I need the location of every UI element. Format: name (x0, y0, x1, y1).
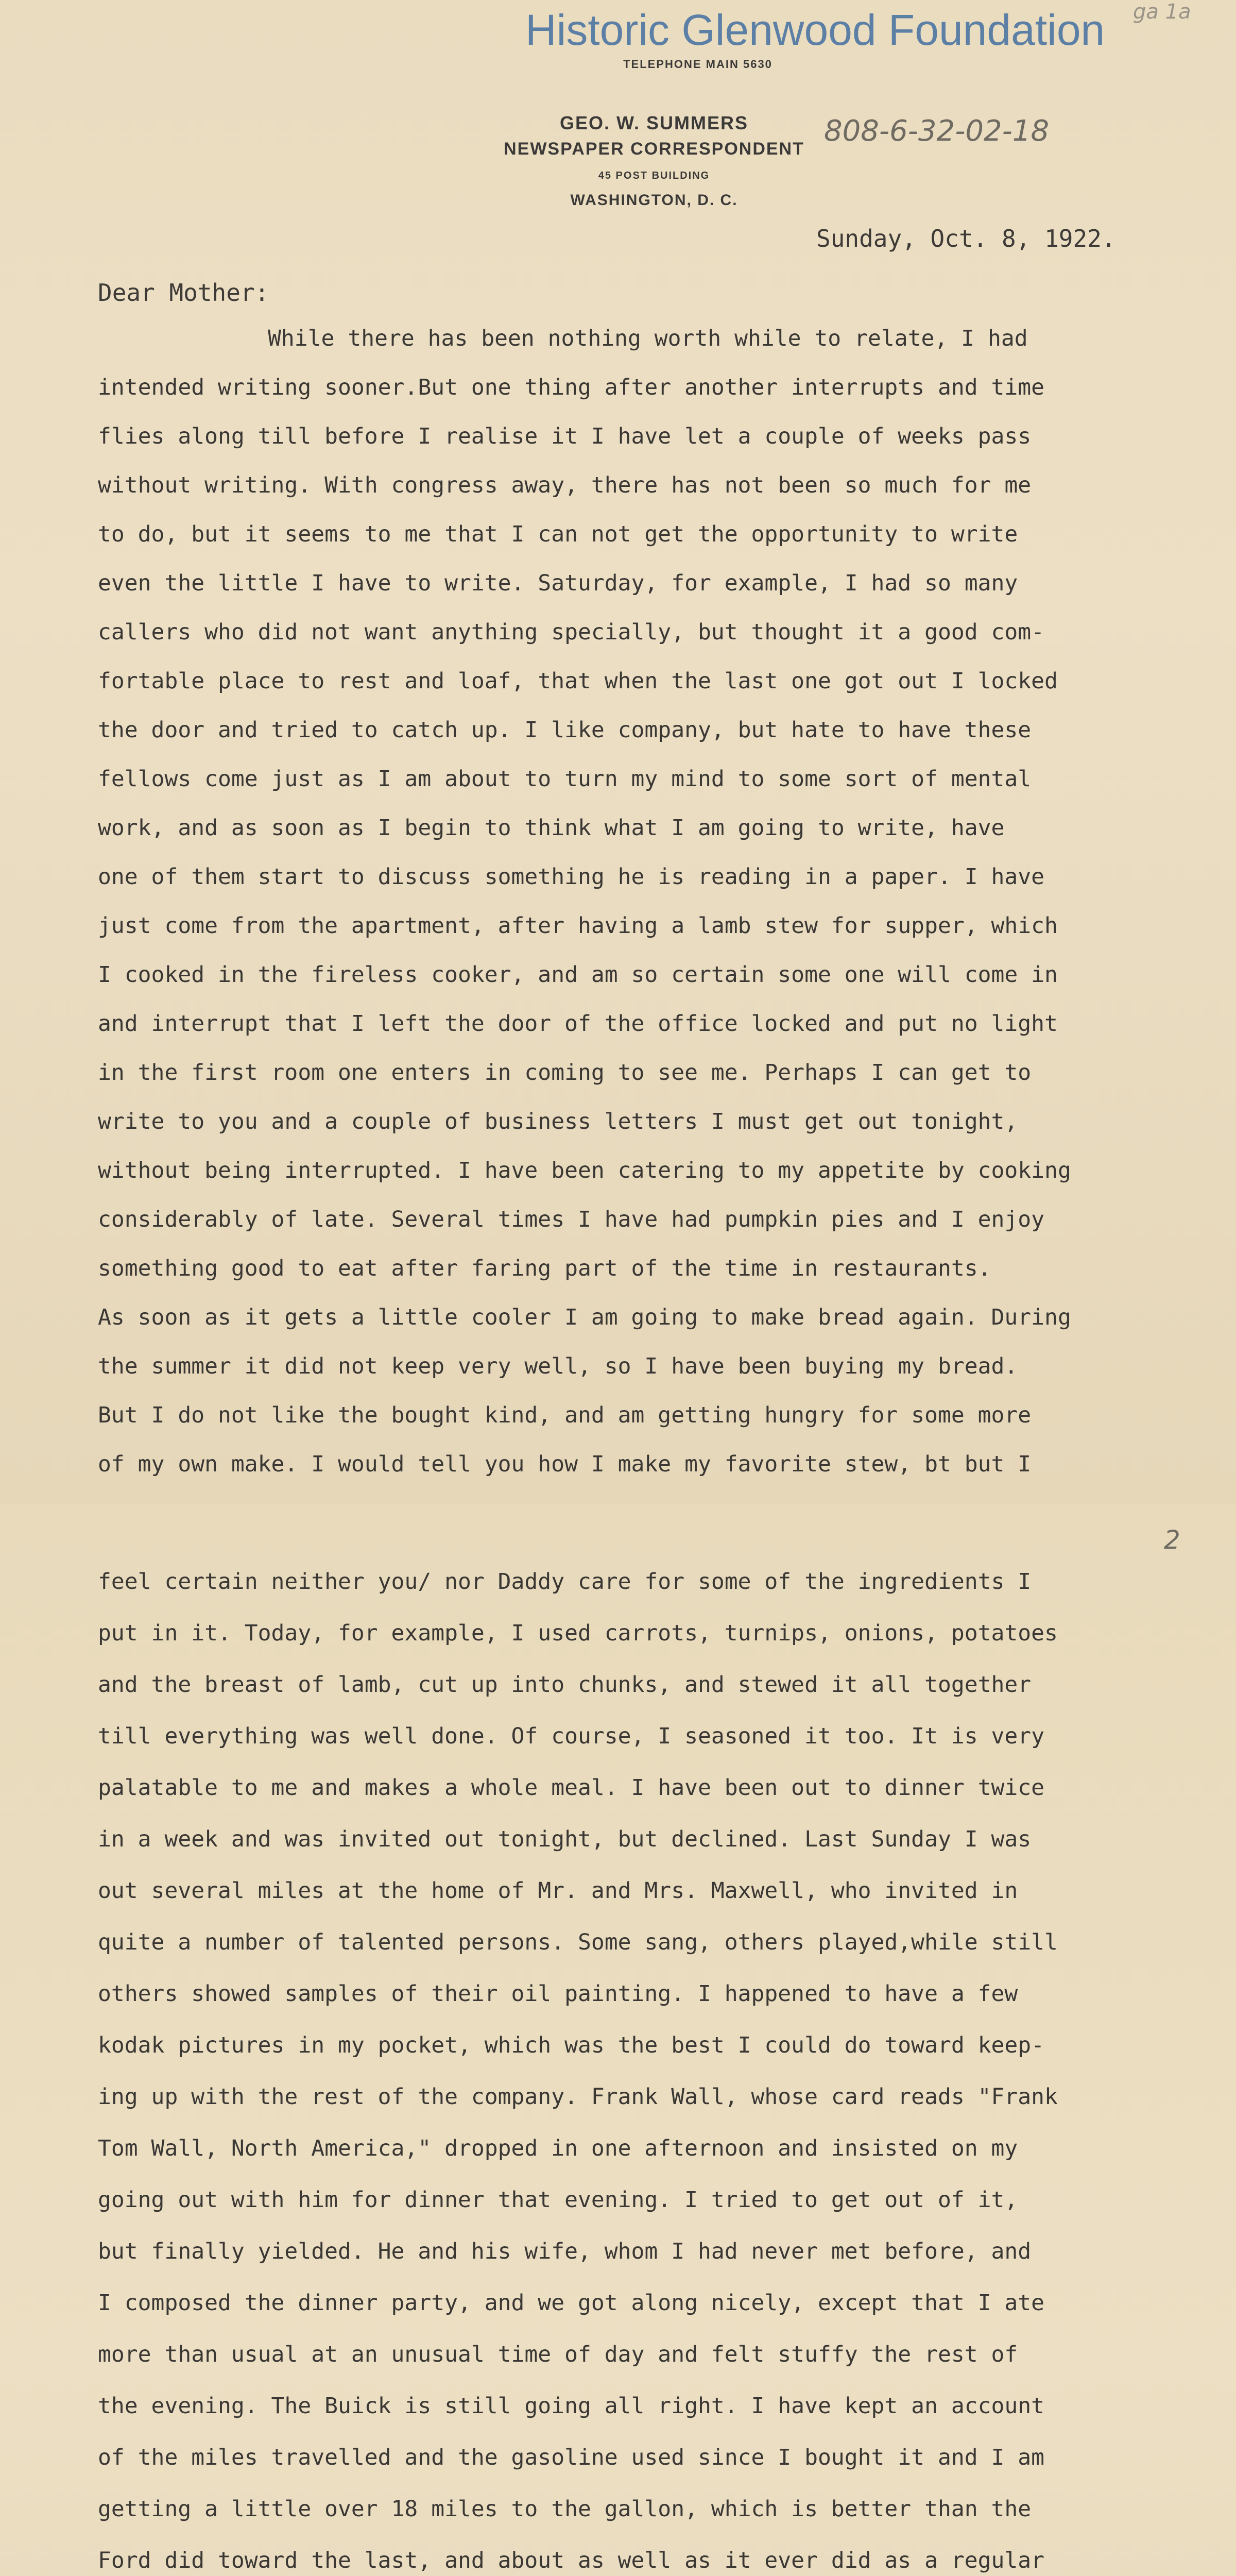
letter-line: going out with him for dinner that evening. I tried to get out of it, (98, 2187, 1018, 2213)
letterhead-address: 45 POST BUILDING (598, 170, 710, 181)
letter-line: Ford did toward the last, and about as well as it ever did as a regular (98, 2548, 1045, 2573)
letter-line: and the breast of lamb, cut up into chunks, and stewed it all together (98, 1672, 1032, 1698)
letter-line: feel certain neither you/ nor Daddy care for some of the ingredients I (98, 1569, 1032, 1595)
letter-line: considerably of late. Several times I have had pumpkin pies and I enjoy (98, 1207, 1045, 1232)
letter-line: intended writing sooner.But one thing after another interrupts and time (98, 375, 1045, 400)
letter-line: the summer it did not keep very well, so I have been buying my bread. (98, 1353, 1018, 1379)
letter-line: one of them start to discuss something he is reading in a paper. I have (98, 864, 1045, 890)
letter-line: without writing. With congress away, there has not been so much for me (98, 472, 1032, 498)
letter-line: till everything was well done. Of course, I seasoned it too. It is very (98, 1723, 1045, 1749)
letter-line: without being interrupted. I have been catering to my appetite by cooking (98, 1158, 1071, 1183)
letter-line: the evening. The Buick is still going all right. I have kept an account (98, 2393, 1045, 2419)
letter-line: fortable place to rest and loaf, that when the last one got out I locked (98, 668, 1058, 694)
letter-line: I cooked in the fireless cooker, and am so certain some one will come in (98, 962, 1058, 988)
letter-line: but finally yielded. He and his wife, whom I had never met before, and (98, 2239, 1032, 2264)
letter-line: of my own make. I would tell you how I make my favorite stew, bt but I (98, 1451, 1032, 1477)
letterhead-phone: TELEPHONE MAIN 5630 (623, 58, 772, 71)
letter-line: to do, but it seems to me that I can not get the opportunity to write (98, 521, 1018, 547)
letter-line: getting a little over 18 miles to the gallon, which is better than the (98, 2496, 1032, 2522)
letter-date: Sunday, Oct. 8, 1922. (816, 225, 1116, 252)
pencil-reference-number: 808-6-32-02-18 (824, 114, 1050, 148)
letter-line: While there has been nothing worth while to relate, I had (268, 326, 1028, 351)
letterhead-city: WASHINGTON, D. C. (570, 192, 738, 209)
letter-body-page-1 (98, 314, 1169, 1489)
letter-line: the door and tried to catch up. I like company, but hate to have these (98, 717, 1032, 743)
letter-line: ing up with the rest of the company. Frank Wall, whose card reads "Frank (98, 2084, 1058, 2110)
letter-line: others showed samples of their oil painting. I happened to have a few (98, 1981, 1018, 2007)
salutation: Dear Mother: (98, 279, 269, 307)
letter-line: even the little I have to write. Saturday, for example, I had so many (98, 570, 1018, 596)
letter-line: just come from the apartment, after having a lamb stew for supper, which (98, 913, 1058, 939)
letter-line: callers who did not want anything specially, but thought it a good com- (98, 619, 1045, 645)
letter-line: in the first room one enters in coming to see me. Perhaps I can get to (98, 1060, 1032, 1086)
letter-line: quite a number of talented persons. Some sang, others played,while still (98, 1929, 1058, 1955)
letter-line: in a week and was invited out tonight, but declined. Last Sunday I was (98, 1826, 1032, 1852)
letter-line: palatable to me and makes a whole meal. I have been out to dinner twice (98, 1775, 1045, 1801)
letter-line: flies along till before I realise it I have let a couple of weeks pass (98, 423, 1032, 449)
letter-line: of the miles travelled and the gasoline used since I bought it and I am (98, 2445, 1045, 2470)
letter-line: kodak pictures in my pocket, which was the best I could do toward keep- (98, 2032, 1045, 2058)
letter-line: But I do not like the bought kind, and am getting hungry for some more (98, 1402, 1032, 1428)
watermark: Historic Glenwood Foundation (525, 6, 1105, 54)
letter-line: As soon as it gets a little cooler I am going to make bread again. During (98, 1304, 1071, 1330)
letter-line: write to you and a couple of business letters I must get out tonight, (98, 1109, 1018, 1134)
letter-line: work, and as soon as I begin to think what I am going to write, have (98, 815, 1005, 841)
letterhead-title: NEWSPAPER CORRESPONDENT (504, 139, 804, 159)
letter-line: Tom Wall, North America," dropped in one afternoon and insisted on my (98, 2136, 1018, 2161)
letter-line: I composed the dinner party, and we got along nicely, except that I ate (98, 2290, 1045, 2316)
letter-page-2 (0, 1504, 1236, 2576)
letter-line: put in it. Today, for example, I used carrots, turnips, onions, potatoes (98, 1620, 1058, 1646)
letter-line: and interrupt that I left the door of the office locked and put no light (98, 1011, 1058, 1037)
letter-line: fellows come just as I am about to turn my mind to some sort of mental (98, 766, 1032, 792)
letter-line: more than usual at an unusual time of day and felt stuffy the rest of (98, 2342, 1018, 2367)
letter-line: something good to eat after faring part of the time in restaurants. (98, 1256, 991, 1281)
pencil-corner-mark: ga 1a (1133, 0, 1191, 24)
letter-line: out several miles at the home of Mr. and Mrs. Maxwell, who invited in (98, 1878, 1018, 1904)
letter-body-page-2 (98, 1556, 1169, 2576)
letterhead-name: GEO. W. SUMMERS (559, 112, 749, 133)
pencil-page-number: 2 (1164, 1525, 1180, 1555)
